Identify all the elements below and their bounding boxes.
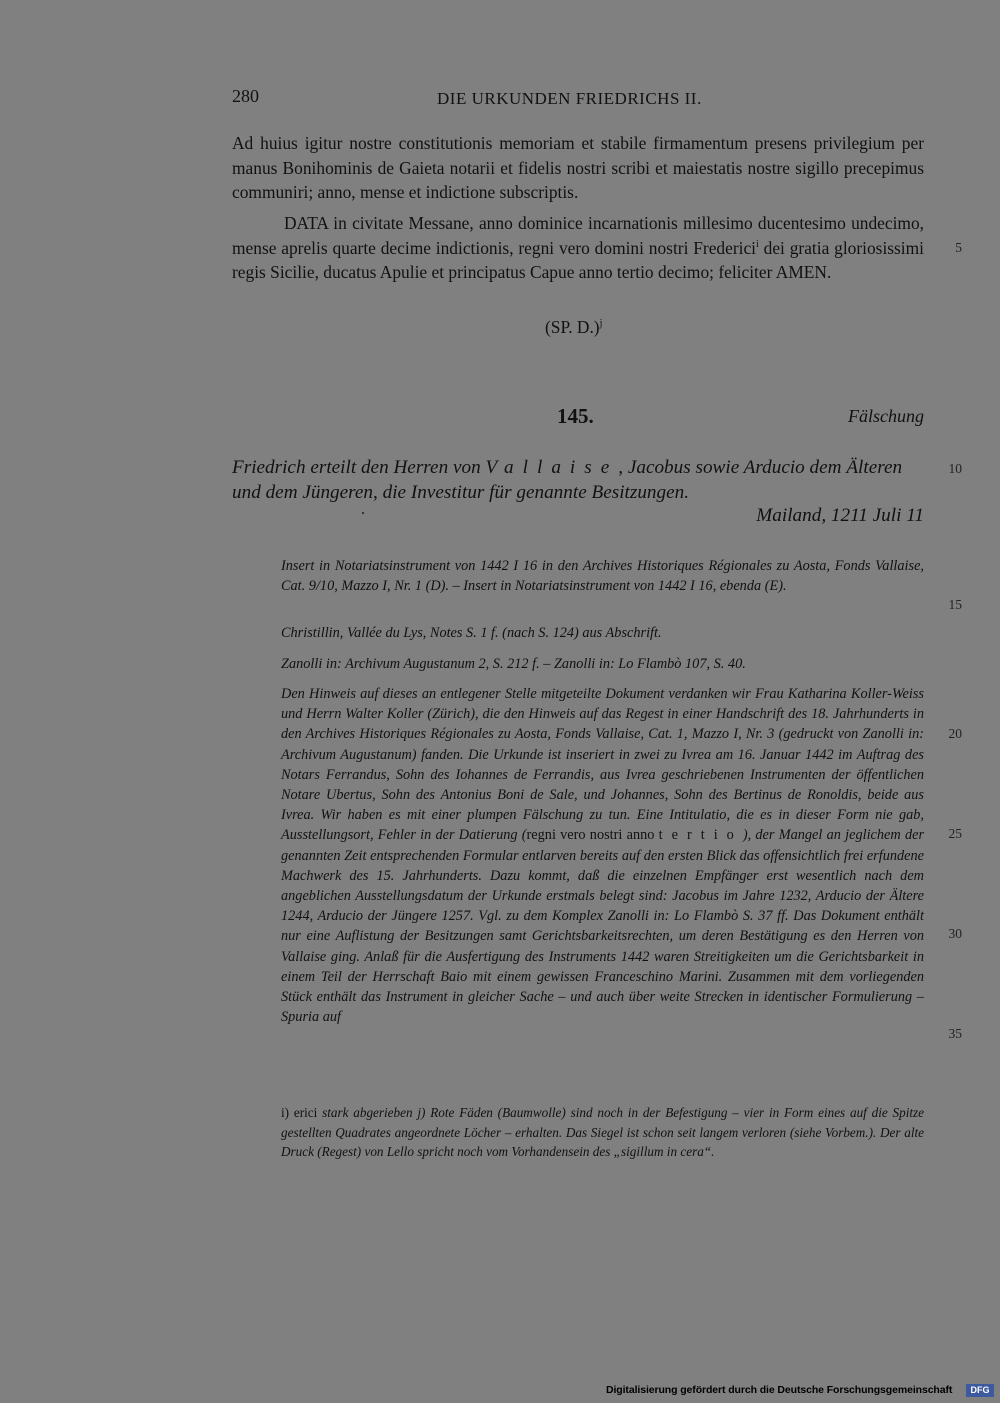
note-commentary-part1: Den Hinweis auf dieses an entlegener Stelle mitgeteilte Dokument verdanken wir Frau Katharina Koller-Weiss und Herrn Walter Koller (Zürich), die den Hinweis auf das Regest in einer Handschrift des 18. Jahrhunderts in den Archives Historiques Régionales zu Aosta, Fonds Vallaise, Cat. 1, Mazzo I, Nr. 3 (gedruckt von Zanolli in: Archivum Augustanum) fanden. Die Urkunde ist inseriert in zwei zu Ivrea am 16. Januar 1442 im Auftrag des Notars Ferrandus, Sohn des Iohannes de Ferrandis, aus Ivrea geschriebenen Instrumenten der öffentlichen Notare Ubertus, Sohn des Antonius Boni de Sale, und Johannes, Sohn des Bertinus de Ronoldis, beide aus Ivrea. Wir haben es mit einer plumpen Fälschung zu tun. Eine Intitulatio, die es in dieser Form nie gab, Ausstellungsort, Fehler in der Datierung ( xyxy=(281,686,924,844)
footnote-ref-j[interactable]: j xyxy=(599,318,603,330)
note-literature: Zanolli in: Archivum Augustanum 2, S. 212 f. – Zanolli in: Lo Flambò 107, S. 40. xyxy=(281,656,746,672)
paragraph-data xyxy=(232,211,924,285)
regest-part1: Friedrich erteilt den Herren von xyxy=(232,457,486,478)
regest-date: Mailand, 1211 Juli 11 xyxy=(756,505,924,526)
footnote-i-mark: i) xyxy=(281,1105,294,1120)
footnote-i-word: erici xyxy=(293,1105,318,1120)
line-number-10: 10 xyxy=(948,461,962,476)
paragraph-data-part2: dei gratia gloriosissimi regis Sicilie, ducatus Apulie et principatus Capue anno tertio decimo; feliciter AMEN. xyxy=(232,237,924,282)
line-number-5: 5 xyxy=(955,240,962,255)
line-number-15: 15 xyxy=(948,597,962,612)
dfg-logo[interactable]: DFG xyxy=(966,1384,994,1397)
note-edition: Christillin, Vallée du Lys, Notes S. 1 f. (nach S. 124) aus Abschrift. xyxy=(281,625,662,641)
note-commentary-spaced: tertio xyxy=(658,827,743,844)
regest-name: Vallaise xyxy=(485,457,619,478)
line-number-25: 25 xyxy=(948,826,962,841)
footnotes xyxy=(281,1103,924,1162)
running-title: DIE URKUNDEN FRIEDRICHS II. xyxy=(437,89,702,108)
regest-part2: , Jacobus sowie Arducio dem Älteren und dem Jüngeren, die Investitur für genannte Besitzungen. xyxy=(232,457,903,503)
note-tradition: Insert in Notariatsinstrument von 1442 I 16 in den Archives Historiques Régionales zu Aosta, Fonds Vallaise, Cat. 9/10, Mazzo I, Nr. 1 (D). – Insert in Notariatsinstrument von 1442 I 16, ebenda (E). xyxy=(281,558,924,595)
footnote-ref-i[interactable]: i xyxy=(756,238,759,250)
line-number-20: 20 xyxy=(948,726,962,741)
seal-text: (SP. D.) xyxy=(545,317,600,337)
line-number-30: 30 xyxy=(948,926,962,941)
dfg-credit[interactable]: Digitalisierung gefördert durch die Deutsche Forschungsgemeinschaft xyxy=(606,1384,953,1396)
dot-mark xyxy=(362,512,364,514)
document-status: Fälschung xyxy=(848,406,924,426)
seal-mark xyxy=(545,317,602,338)
footnote-i-text: stark abgerieben xyxy=(317,1105,413,1120)
note-commentary-quote: regni vero nostri anno xyxy=(526,827,655,844)
page-number: 280 xyxy=(232,86,259,106)
document-number: 145. xyxy=(557,404,594,428)
paragraph-constitutio: Ad huius igitur nostre constitutionis memoriam et stabile firmamentum presens privilegium per manus Bonihominis de Gaieta notarii et fidelis nostri scribi et maiestatis nostre sigillo precepimus communiri; anno, mense et indictione subscriptis. xyxy=(232,133,924,202)
paragraph-data-part1: DATA in civitate Messane, anno dominice incarnationis millesimo ducentesimo undecimo, mense aprelis quarte decime indictionis, regni vero domini nostri Frederici xyxy=(232,213,924,258)
line-number-35: 35 xyxy=(948,1026,962,1041)
regest xyxy=(232,455,924,505)
note-commentary-part2: ), der Mangel an jeglichem der genannten Zeit entsprechenden Formular entlarven bereits auf den ersten Blick das offensichtlich frei erfundene Machwerk des 15. Jahrhunderts. Dazu kommt, daß die einzelnen Empfänger erst wesentlich nach dem angeblichen Ausstellungsdatum der Urkunde erstmals belegt sind: Jacobus im Jahre 1232, Arducio der Ältere 1244, Arducio der Jüngere 1257. Vgl. zu dem Komplex Zanolli in: Lo Flambò S. 37 ff. Das Dokument enthält nur eine Auflistung der Besitzungen samt Gerichtsbarkeitsrechten, um deren Bestätigung es den Herren von Vallaise ging. Anlaß für die Ausfertigung des Instruments 1442 waren Streitigkeiten um die Gerichtsbarkeit in einem Teil der Herrschaft Baio mit einem gewissen Franceschino Marini. Zusammen mit dem vorliegenden Stück enthält das Instrument in gleicher Sache – und auch über weite Strecken in identischer Formulierung – Spuria auf xyxy=(281,827,925,1026)
note-commentary xyxy=(281,684,924,1027)
footnote-j-text: j) Rote Fäden (Baumwolle) sind noch in der Befestigung – vier in Form eines auf die Spitze gestellten Quadrates angeordnete Löcher – erhalten. Das Siegel ist schon seit langem verloren (siehe Vorbem.). Der alte Druck (Regest) von Lello spricht noch vom Vorhandensein des „sigillum in cera“. xyxy=(281,1105,925,1160)
